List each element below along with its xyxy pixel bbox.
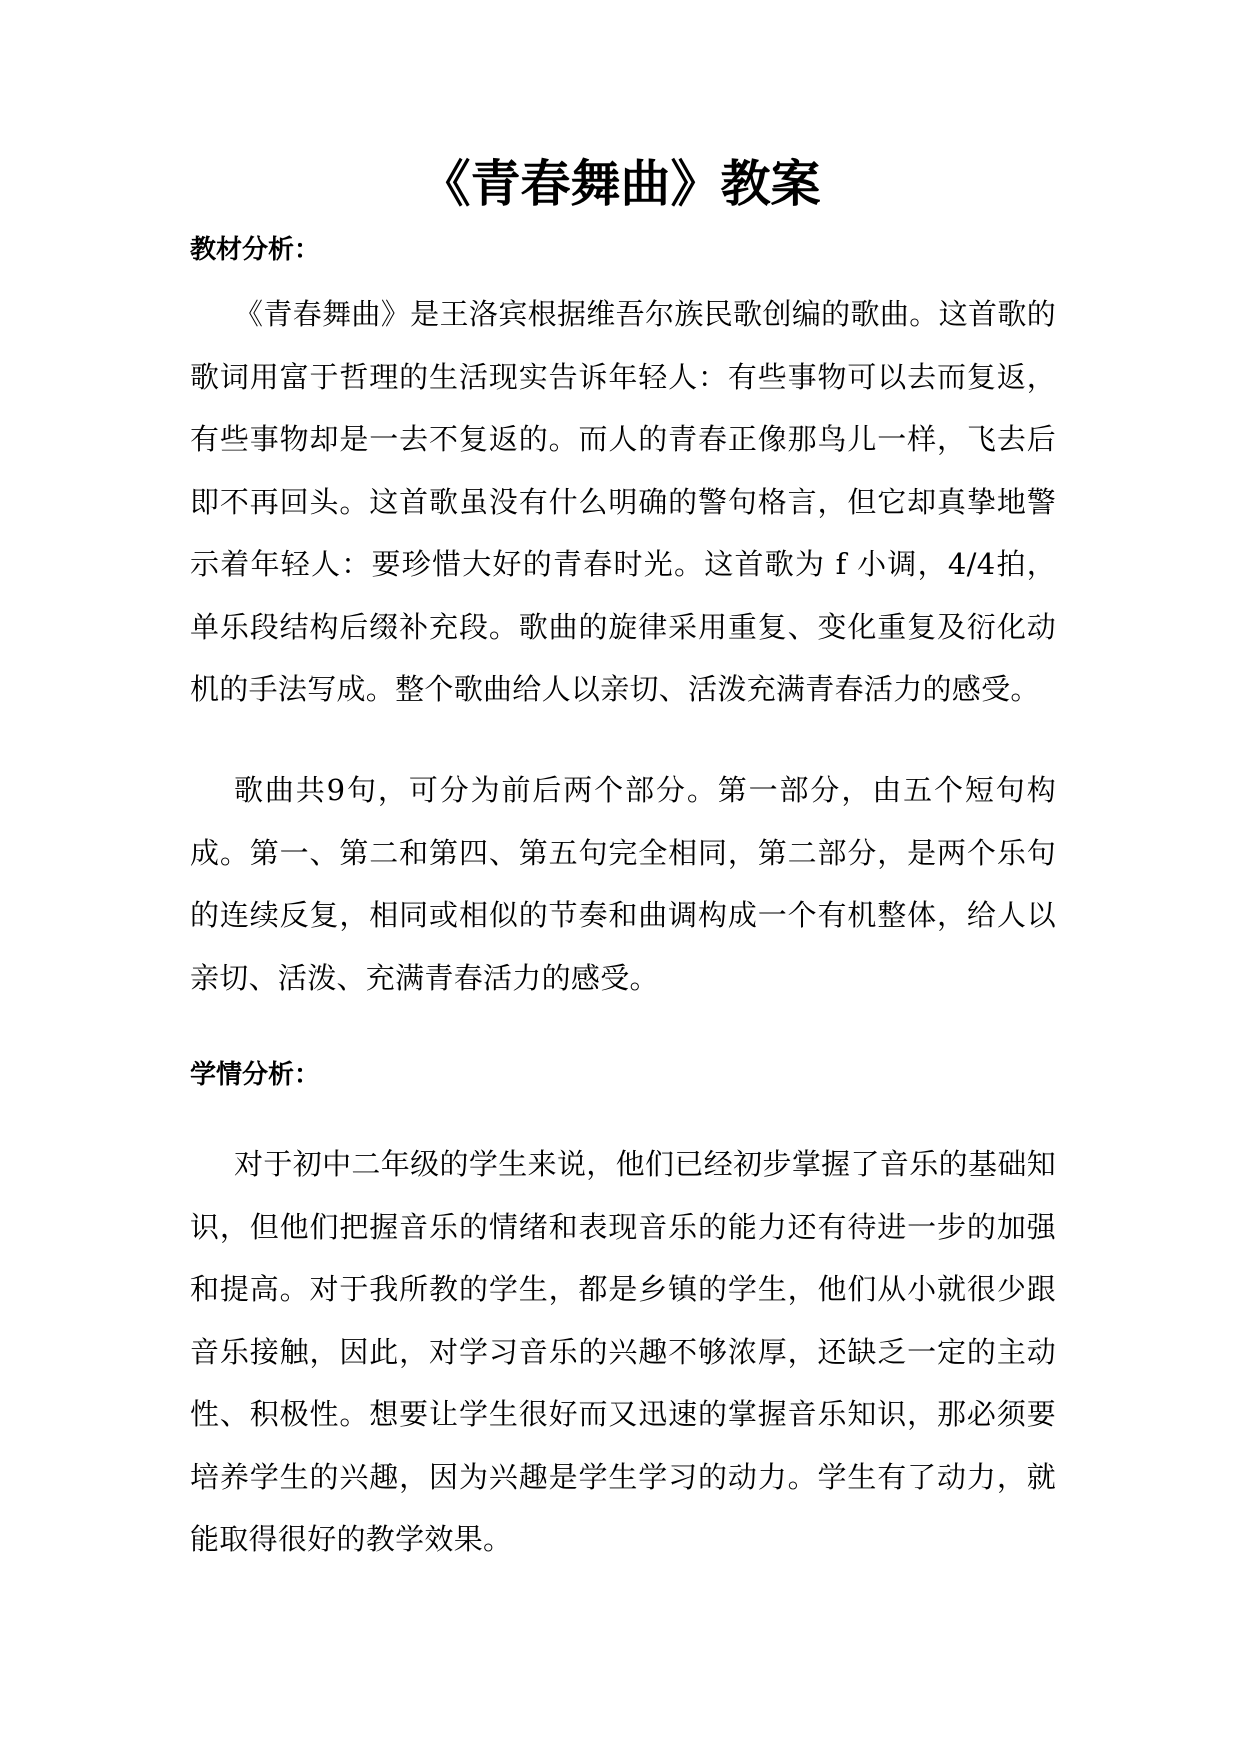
section-heading-material-analysis: 教材分析：: [190, 235, 321, 265]
paragraph-material-analysis-2: 歌曲共9句，可分为前后两个部分。第一部分，由五个短句构成。第一、第二和第四、第五句完全相同，第二部分，是两个乐句的连续反复，相同或相似的节奏和曲调构成一个有机整体，给人以亲切、活泼、充满青春活力的感受。: [190, 773, 1056, 995]
document-title: 《青春舞曲》教案: [420, 155, 821, 213]
paragraph-material-analysis-1: 《青春舞曲》是王洛宾根据维吾尔族民歌创编的歌曲。这首歌的歌词用富于哲理的生活现实告诉年轻人：有些事物可以去而复返，有些事物却是一去不复返的。而人的青春正像那鸟儿一样，飞去后即不再回头。这首歌虽没有什么明确的警句格言，但它却真挚地警示着年轻人：要珍惜大好的青春时光。这首歌为 f 小调，4/4拍，单乐段结构后缀补充段。歌曲的旋律采用重复、变化重复及衍化动机的手法写成。整个歌曲给人以亲切、活泼充满青春活力的感受。: [190, 297, 1056, 706]
section-heading-learner-analysis: 学情分析：: [190, 1060, 321, 1090]
paragraph-learner-analysis-1: 对于初中二年级的学生来说，他们已经初步掌握了音乐的基础知识，但他们把握音乐的情绪和表现音乐的能力还有待进一步的加强和提高。对于我所教的学生，都是乡镇的学生，他们从小就很少跟音乐接触，因此，对学习音乐的兴趣不够浓厚，还缺乏一定的主动性、积极性。想要让学生很好而又迅速的掌握音乐知识，那必须要培养学生的兴趣，因为兴趣是学生学习的动力。学生有了动力，就能取得很好的教学效果。: [190, 1147, 1056, 1556]
